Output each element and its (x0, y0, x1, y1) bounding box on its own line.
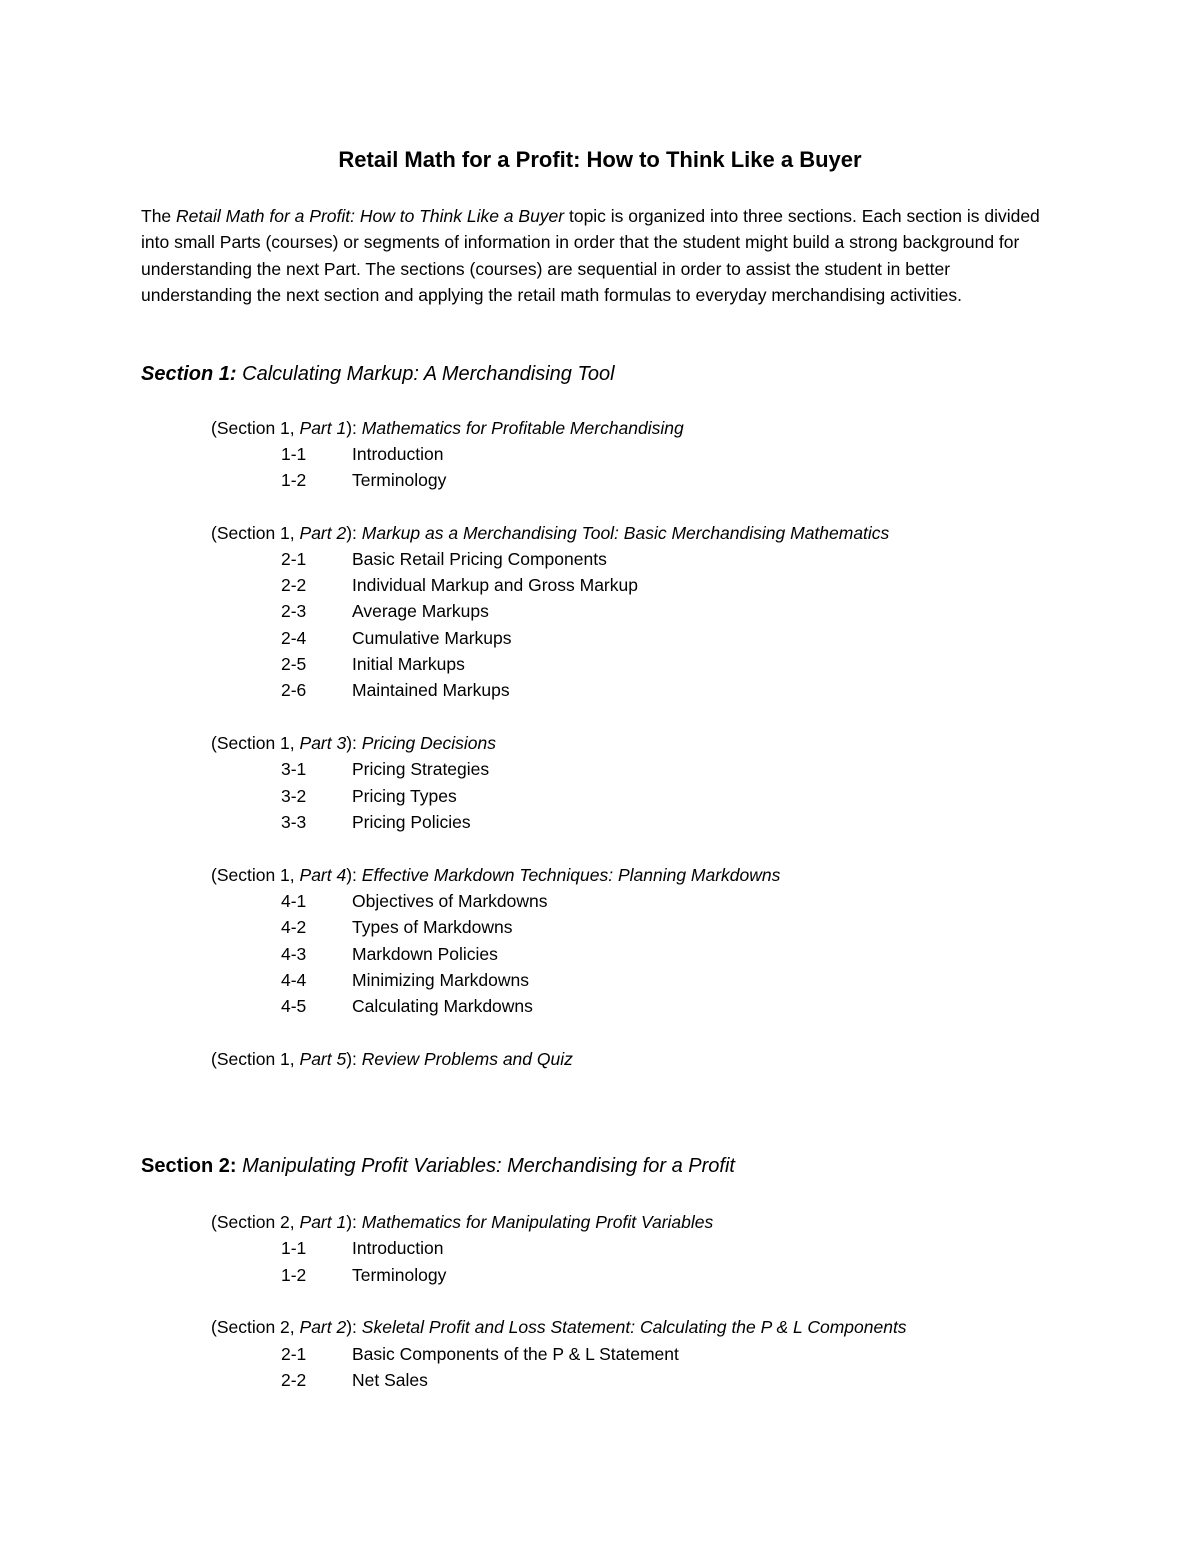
part-prefix: (Section 1, (211, 865, 300, 885)
item-text: Minimizing Markdowns (352, 970, 529, 990)
list-item (0, 809, 1000, 835)
item-number: 2-5 (281, 654, 307, 674)
item-number: 4-1 (281, 891, 307, 911)
item-number: 1-2 (281, 470, 307, 490)
part-prefix: (Section 2, (211, 1317, 300, 1337)
item-number: 2-2 (281, 575, 307, 595)
part-prefix: (Section 1, (211, 418, 300, 438)
item-text: Calculating Markdowns (352, 996, 533, 1016)
part-title: Effective Markdown Techniques: Planning Markdowns (361, 865, 781, 885)
part-title: Review Problems and Quiz (361, 1049, 573, 1069)
item-number: 1-1 (281, 1238, 307, 1258)
part-title: Markup as a Merchandising Tool: Basic Merchandising Mathematics (361, 523, 890, 543)
page-title: Retail Math for a Profit: How to Think Like a Buyer (338, 147, 862, 172)
list-item (0, 546, 1000, 572)
part-label: Part 1 (299, 1212, 347, 1232)
list-item (0, 1367, 1000, 1393)
item-text: Basic Retail Pricing Components (352, 549, 607, 569)
list-item (0, 651, 1000, 677)
list-item (0, 1341, 1000, 1367)
part-heading (211, 1314, 907, 1340)
item-text: Objectives of Markdowns (352, 891, 548, 911)
section-2-heading (141, 1152, 735, 1180)
item-text: Pricing Policies (352, 812, 471, 832)
list-item (0, 783, 1000, 809)
list-item (0, 467, 1000, 493)
item-text: Markdown Policies (352, 944, 498, 964)
part-heading (211, 1046, 573, 1072)
section-1-heading (141, 360, 615, 388)
intro-lead: The (141, 206, 177, 226)
item-text: Initial Markups (352, 654, 465, 674)
part-label: Part 2 (299, 523, 347, 543)
list-item (0, 1262, 1000, 1288)
part-suffix: ): (346, 1049, 362, 1069)
intro-body: topic is organized into three sections. Each section is divided into small Parts (courses) or segments of information in order that the student might build a strong background for understanding the next Part. The sections (courses) are sequential in order to assist the student in better understanding the next section and applying the retail math formulas to everyday merchandising activities. (141, 206, 1040, 306)
item-number: 4-5 (281, 996, 307, 1016)
part-suffix: ): (346, 523, 362, 543)
list-item (0, 756, 1000, 782)
list-item (0, 441, 1000, 467)
item-text: Terminology (352, 1265, 447, 1285)
part-title: Skeletal Profit and Loss Statement: Calculating the P & L Components (361, 1317, 907, 1337)
part-label: Part 3 (299, 733, 347, 753)
part-prefix: (Section 1, (211, 523, 300, 543)
part-suffix: ): (346, 733, 362, 753)
part-prefix: (Section 1, (211, 1049, 300, 1069)
part-title: Mathematics for Profitable Merchandising (361, 418, 684, 438)
section-title: Calculating Markup: A Merchandising Tool (242, 363, 615, 385)
list-item (0, 914, 1000, 940)
item-number: 1-2 (281, 1265, 307, 1285)
part-title: Pricing Decisions (361, 733, 497, 753)
part-heading (211, 520, 889, 546)
list-item (0, 993, 1000, 1019)
list-item (0, 625, 1000, 651)
list-item (0, 1235, 1000, 1261)
item-text: Introduction (352, 1238, 444, 1258)
item-number: 3-1 (281, 759, 307, 779)
item-number: 1-1 (281, 444, 307, 464)
part-label: Part 4 (299, 865, 347, 885)
item-text: Basic Components of the P & L Statement (352, 1344, 679, 1364)
item-number: 2-2 (281, 1370, 307, 1390)
item-number: 2-1 (281, 1344, 307, 1364)
item-number: 4-2 (281, 917, 307, 937)
section-label: Section 1: (141, 363, 237, 385)
part-suffix: ): (346, 865, 362, 885)
item-text: Terminology (352, 470, 447, 490)
section-title: Manipulating Profit Variables: Merchandising for a Profit (242, 1155, 735, 1177)
part-suffix: ): (346, 1212, 362, 1232)
item-text: Individual Markup and Gross Markup (352, 575, 638, 595)
item-text: Introduction (352, 444, 444, 464)
item-text: Average Markups (352, 601, 489, 621)
item-number: 2-4 (281, 628, 307, 648)
list-item (0, 677, 1000, 703)
list-item (0, 967, 1000, 993)
item-number: 3-3 (281, 812, 307, 832)
list-item (0, 598, 1000, 624)
intro-paragraph (141, 203, 1061, 309)
item-number: 2-3 (281, 601, 307, 621)
item-text: Maintained Markups (352, 680, 510, 700)
item-number: 2-6 (281, 680, 307, 700)
item-number: 3-2 (281, 786, 307, 806)
part-heading (211, 862, 780, 888)
part-title: Mathematics for Manipulating Profit Variables (361, 1212, 714, 1232)
intro-italic-title: Retail Math for a Profit: How to Think Like a Buyer (176, 206, 565, 226)
part-suffix: ): (346, 1317, 362, 1337)
item-text: Cumulative Markups (352, 628, 512, 648)
item-text: Types of Markdowns (352, 917, 513, 937)
part-heading (211, 1209, 713, 1235)
item-text: Net Sales (352, 1370, 428, 1390)
item-number: 2-1 (281, 549, 307, 569)
item-text: Pricing Types (352, 786, 457, 806)
list-item (0, 941, 1000, 967)
list-item (0, 572, 1000, 598)
part-prefix: (Section 2, (211, 1212, 300, 1232)
item-text: Pricing Strategies (352, 759, 490, 779)
part-label: Part 5 (299, 1049, 347, 1069)
item-number: 4-4 (281, 970, 307, 990)
item-number: 4-3 (281, 944, 307, 964)
part-heading (211, 415, 684, 441)
part-prefix: (Section 1, (211, 733, 300, 753)
list-item (0, 888, 1000, 914)
section-label: Section 2: (141, 1155, 237, 1177)
part-label: Part 1 (299, 418, 347, 438)
part-label: Part 2 (299, 1317, 347, 1337)
part-suffix: ): (346, 418, 362, 438)
part-heading (211, 730, 496, 756)
